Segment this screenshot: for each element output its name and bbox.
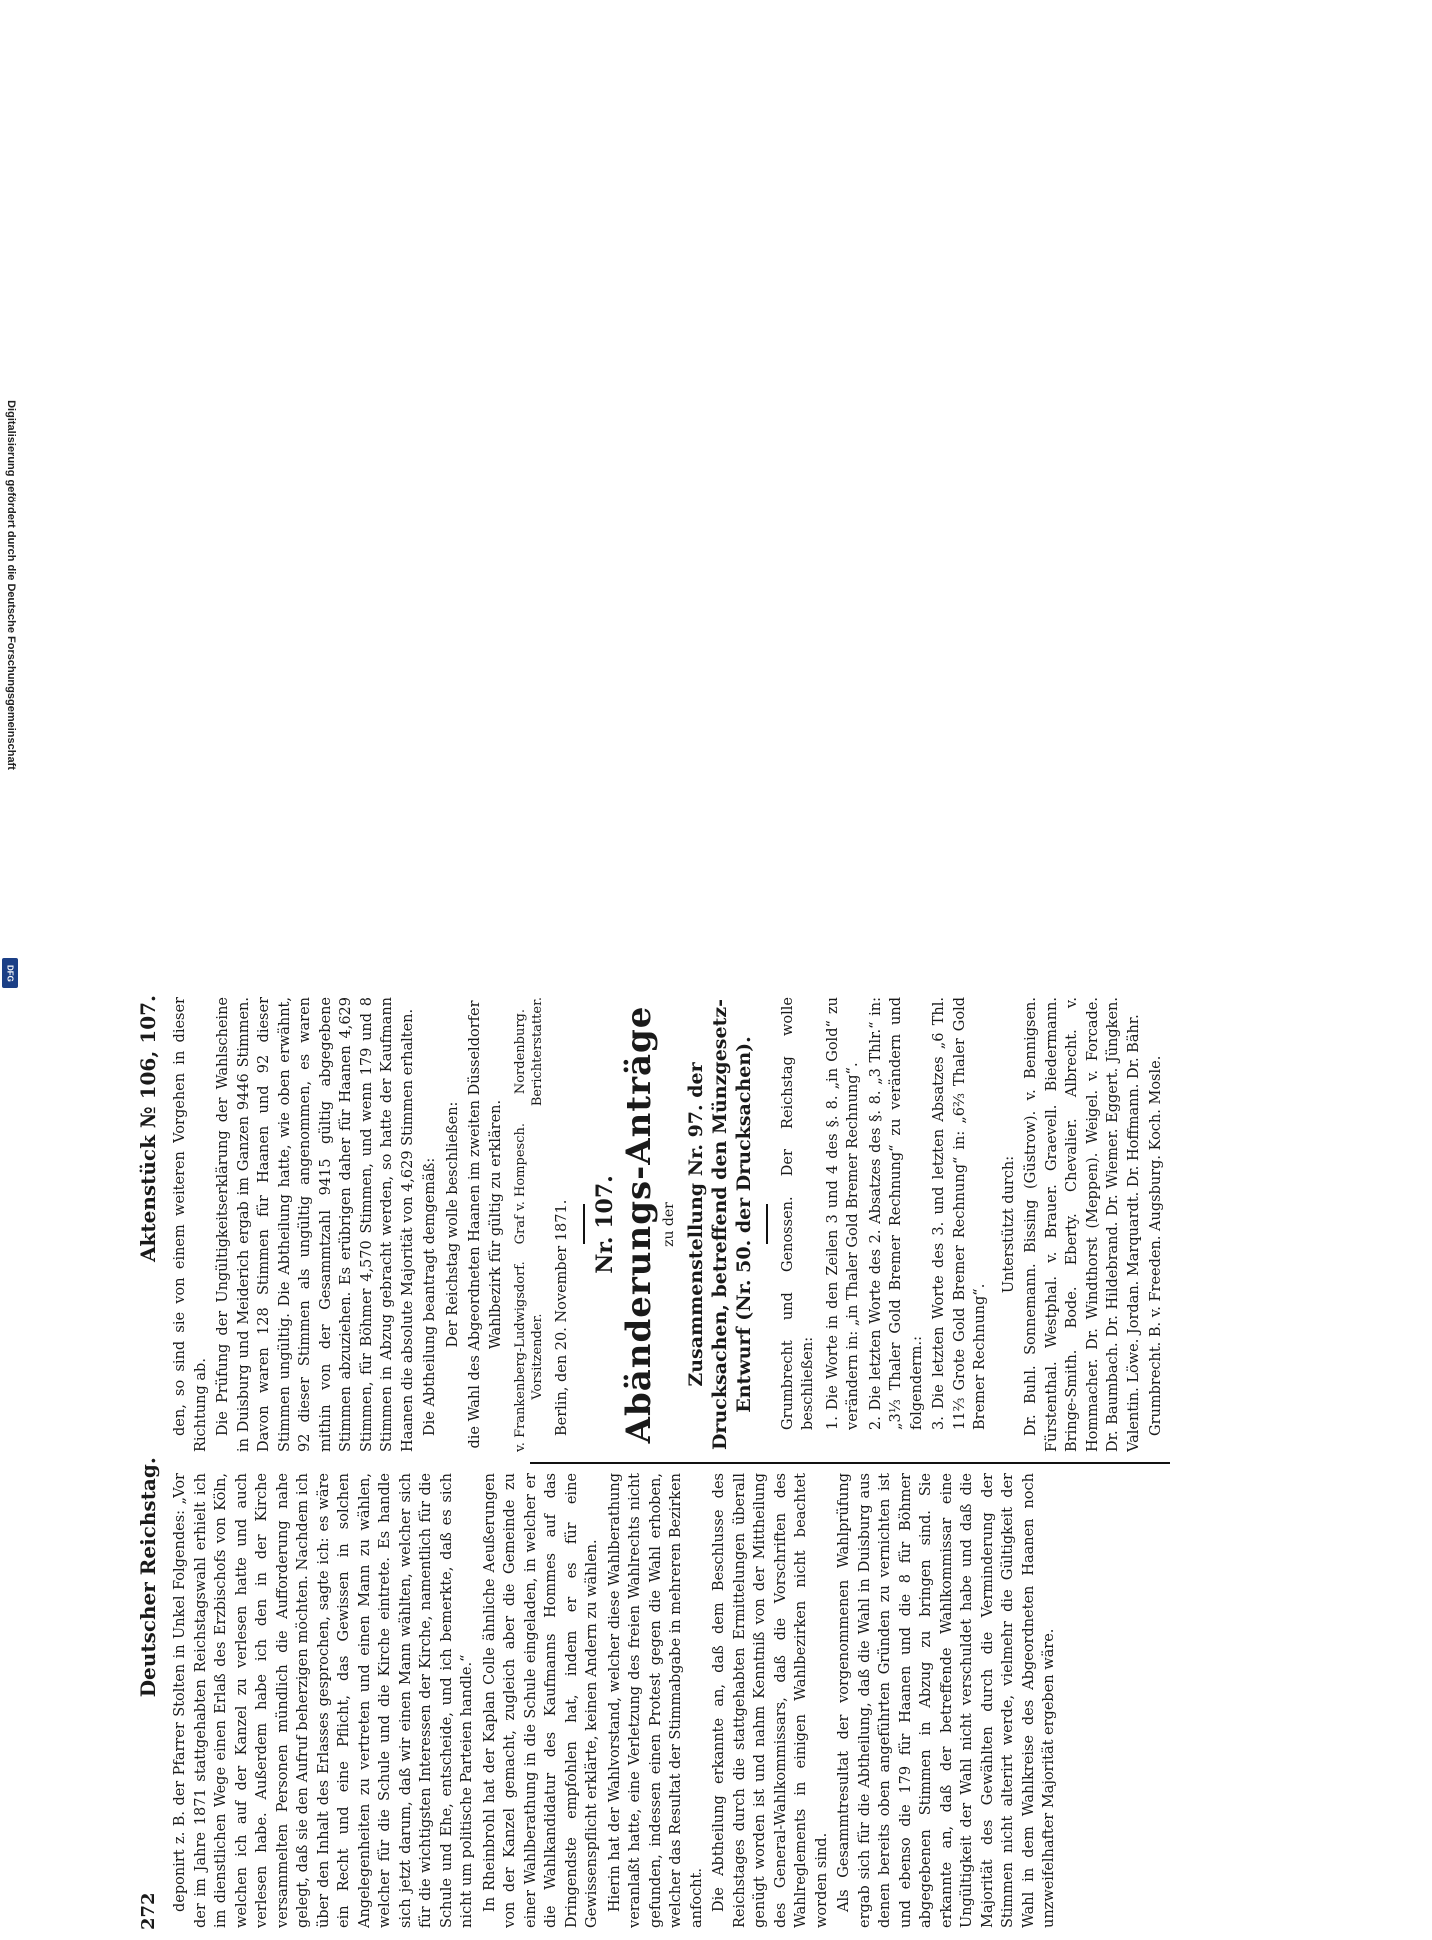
date-line: Berlin, den 20. November 1871. [554, 1199, 570, 1436]
page-header [134, 995, 162, 1930]
section-rule [583, 1205, 585, 1245]
credit-text: Digitalisierung gefördert durch die Deutsche Forschungsgemeinschaft [5, 400, 17, 770]
supporters-label: Unterstützt durch: [1000, 1155, 1017, 1294]
left-paragraph: In Rheinbrohl hat der Kaplan Colle ähnliche Aeußerungen von der Kanzel gemacht, zugleich aber die Gemeinde zu einer Wahlberathung in die Schule eingeladen, in welcher er die Wahlkandidatur des Kaufmanns Hommes auf das Dringendste empfohlen hat, indem er es für eine Gewissenspflicht erklärte, keinen Andern zu wählen. [481, 1473, 600, 1928]
motion-line: 2. Die letzten Worte des 2. Absatzes des §. 8. „3 Thlr.“ in: „3⅓ Thaler Gold Bremer Rechnung“ zu verändern und folgenderm.: [867, 997, 925, 1430]
column-divider [530, 1462, 1170, 1464]
header-right-title: Aktenstück № 106, 107. [136, 995, 160, 1263]
left-paragraph: deponirt z. B. der Pfarrer Stolten in Unkel Folgendes: „Vor der im Jahre 1871 stattgehabten Reichstagswahl erhielt ich im dienstlichen Wege einen Erlaß des Erzbischofs von Köln, welchen ich auf der Kanzel zu verlesen hatte und auch verlesen habe. Außerdem habe ich den in der Kirche versammelten Personen mündlich die Aufforderung nahe gelegt, daß sie den Aufruf beherzigen möchten. Nachdem ich über den Inhalt des Erlasses gesprochen, sagte ich: es wäre ein Recht und eine Pflicht, das Gewissen in solchen Angelegenheiten zu vertreten und einen Mann zu wählen, welcher für die Schule und die Kirche eintrete. Es handle sich jetzt darum, daß wir einen Mann wählten, welcher sich für die wichtigsten Interessen der Kirche, namentlich für die Schule und Ehe, entscheide, und ich bemerkte, daß es sich nicht um politische Parteien handle.“ [172, 1473, 475, 1928]
section-subheading: zu der [661, 1202, 677, 1247]
section-heading: Abänderungs-Anträge [619, 1005, 659, 1444]
dfg-logo-icon: DFG [2, 958, 18, 988]
motion-line: 3. Die letzten Worte des 3. und letzten Absatzes „6 Thl. 11⅔ Grote Gold Bremer Rechnung“ in: „6⅔ Thaler Gold Bremer Rechnung“. [931, 997, 988, 1430]
left-paragraph: Die Abtheilung erkannte an, daß dem Beschlusse des Reichstages durch die stattgehabten Ermittelungen überall genügt worden ist und nahm Kenntniß von der Mittheilung des General-Wahlkommissars, daß die Vorschriften des Wahlreglements in einigen Wahlbezirken nicht beachtet worden sind. [711, 1473, 830, 1928]
signer: Nordenburg. Berichterstatter. [513, 997, 545, 1107]
signature-block [512, 997, 546, 1452]
signer: v. Frankenberg-Ludwigsdorf. Vorsitzender. [513, 1261, 545, 1452]
supporters-list: Dr. Buhl. Sonnemann. Bissing (Güstrow). v. Bennigsen. Fürstenthal. Westphal. v. Brauer. Graevell. Biedermann. Bringe-Smith. Bode. Eberty. Chevalier. Albrecht. v. Hommacher. Dr. Windthorst (Meppen). Weigel. v. Forcade. Dr. Baumbach. Dr. Hildebrand. Dr. Wiemer. Eggert. Jüngken. Valentin. Löwe. Jordan. Marquardt. Dr. Hoffmann. Dr. Bähr. [1023, 997, 1142, 1452]
resolution-label: Der Reichstag wolle beschließen: [444, 1101, 461, 1348]
page-number: 272 [137, 1892, 159, 1930]
motion-list [778, 997, 991, 1452]
digitization-credit [0, 0, 22, 1000]
footer-names: Grumbrecht. B. v. Freeden. Augsburg. Koch. Mosle. [1148, 1055, 1164, 1436]
section-number: Nr. 107. [591, 1175, 618, 1274]
motion-line: 1. Die Worte in den Zeilen 3 und 4 des §. 8. „in Gold“ zu verändern in: „in Thaler Gold Bremer Rechnung“. [824, 997, 861, 1430]
section-title: Zusammenstellung Nr. 97. der Drucksachen, betreffend den Münzgesetz-Entwurf (Nr. 50. der Drucksachen). [684, 998, 755, 1451]
motion-line: Grumbrecht und Genossen. Der Reichstag wolle beschließen: [779, 997, 816, 1430]
signer: Graf v. Hompesch. [513, 1123, 528, 1245]
right-paragraph: Die Prüfung der Ungültigkeitserklärung der Wahlscheine in Duisburg und Meiderich ergab im Ganzen 9446 Stimmen. Davon waren 128 Stimmen für Haanen und 92 dieser Stimmen ungültig. Die Abtheilung hatte, wie oben erwähnt, 92 dieser Stimmen als ungültig angenommen, es waren mithin von der Gesammtzahl 9415 gültig abgegebene Stimmen abzuziehen. Es erübrigen daher für Haanen 4,629 Stimmen, für Böhmer 4,570 Stimmen, und wenn 179 und 8 Stimmen in Abzug gebracht werden, so hatte der Kaufmann Haanen die absolute Majorität von 4,629 Stimmen erhalten. [215, 997, 416, 1452]
right-paragraph: den, so sind sie von einem weiteren Vorgehen in dieser Richtung ab. [172, 997, 209, 1452]
page-content [130, 985, 1380, 1940]
right-column [170, 997, 1350, 1452]
section-rule [766, 1205, 768, 1245]
left-paragraph: Hierin hat der Wahlvorstand, welcher diese Wahlberathung veranlaßt hatte, eine Verletzung des freien Wahlrechts nicht gefunden, indessen einen Protest gegen die Wahl erhoben, welcher das Resultat der Stimmabgabe in mehreren Bezirken anfocht. [606, 1473, 705, 1928]
right-paragraph: Die Abtheilung beantragt demgemäß: [422, 1157, 438, 1436]
scanned-page [130, 985, 1380, 1940]
left-column [170, 1473, 1130, 1928]
left-paragraph: Als Gesammtresultat der vorgenommenen Wahlprüfung ergab sich für die Abtheilung, daß die Wahl in Duisburg aus denen bereits oben angeführten Gründen zu vernichten ist und ebenso die 179 für Haanen und die 8 für Böhmer abgegebenen Stimmen in Abzug zu bringen sind. Sie erkannte an, daß der betreffende Wahlkommissar eine Ungültigkeit der Wahl nicht verschuldet habe und daß die Majorität des Gewählten durch die Verminderung der Stimmen nicht alterirt werde, vielmehr die Gültigkeit der Wahl in dem Wahlkreise des Abgeordneten Haanen noch unzweifelhafter Majorität ergeben wäre. [836, 1473, 1057, 1928]
motion-text: die Wahl des Abgeordneten Haanen im zweiten Düsseldorfer Wahlbezirk für gültig zu erklären. [467, 1000, 504, 1449]
header-left-title: Deutscher Reichstag. [136, 1457, 160, 1698]
